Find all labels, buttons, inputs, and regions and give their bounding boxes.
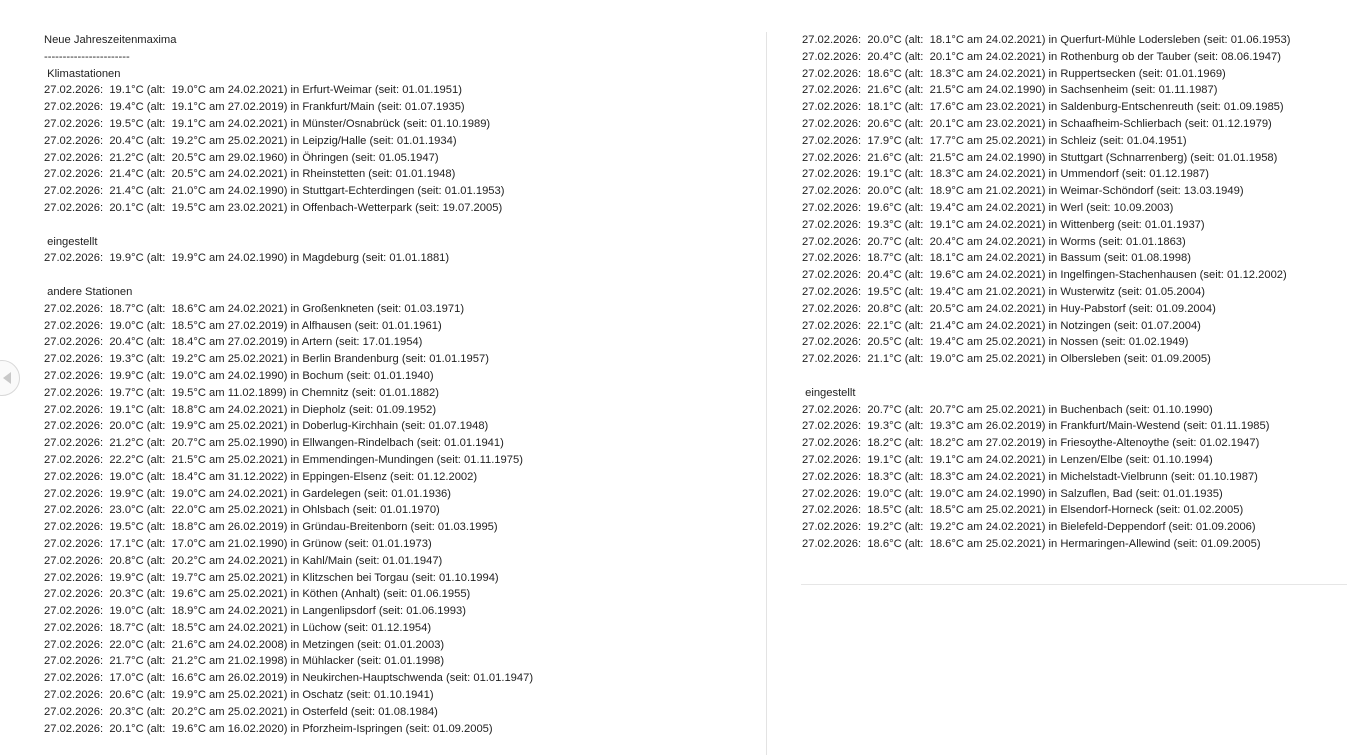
section-header: eingestellt <box>802 386 856 399</box>
record-line: 27.02.2026: 19.9°C (alt: 19.0°C am 24.02.2021) in Gardelegen (seit: 01.01.1936) <box>44 487 451 500</box>
section-header: andere Stationen <box>44 285 133 298</box>
page-title: Neue Jahreszeitenmaxima <box>44 34 177 46</box>
record-line: 27.02.2026: 20.7°C (alt: 20.4°C am 24.02.2021) in Worms (seit: 01.01.1863) <box>802 235 1186 248</box>
record-line: 27.02.2026: 21.7°C (alt: 21.2°C am 21.02.1998) in Mühlacker (seit: 01.01.1998) <box>44 655 445 668</box>
left-text-lines <box>44 0 759 737</box>
record-line: 27.02.2026: 20.3°C (alt: 19.6°C am 25.02.2021) in Köthen (Anhalt) (seit: 01.06.1955) <box>44 588 471 601</box>
record-line: 27.02.2026: 22.1°C (alt: 21.4°C am 24.02.2021) in Notzingen (seit: 01.07.2004) <box>802 319 1201 332</box>
blank-line <box>44 217 759 234</box>
previous-page-arrow-icon[interactable] <box>0 360 20 396</box>
record-line: 27.02.2026: 18.1°C (alt: 17.6°C am 23.02.2021) in Saldenburg-Entschenreuth (seit: 01.09.1985) <box>802 101 1284 114</box>
record-line: 27.02.2026: 18.7°C (alt: 18.1°C am 24.02.2021) in Bassum (seit: 01.08.1998) <box>802 252 1191 265</box>
record-line: 27.02.2026: 19.5°C (alt: 18.8°C am 26.02.2019) in Gründau-Breitenborn (seit: 01.03.1995) <box>44 521 498 534</box>
record-line: 27.02.2026: 19.3°C (alt: 19.3°C am 26.02.2019) in Frankfurt/Main-Westend (seit: 01.11.1985) <box>802 420 1270 433</box>
record-line: 27.02.2026: 19.9°C (alt: 19.9°C am 24.02.1990) in Magdeburg (seit: 01.01.1881) <box>44 252 450 265</box>
record-line: 27.02.2026: 21.6°C (alt: 21.5°C am 24.02.1990) in Sachsenheim (seit: 01.11.1987) <box>802 84 1218 97</box>
record-line: 27.02.2026: 19.7°C (alt: 19.5°C am 11.02.1899) in Chemnitz (seit: 01.01.1882) <box>44 386 439 399</box>
record-line: 27.02.2026: 19.5°C (alt: 19.4°C am 21.02.2021) in Wusterwitz (seit: 01.05.2004) <box>802 285 1206 298</box>
record-line: 27.02.2026: 17.1°C (alt: 17.0°C am 21.02.1990) in Grünow (seit: 01.01.1973) <box>44 537 432 550</box>
section-header: Klimastationen <box>44 67 121 80</box>
record-line: 27.02.2026: 19.0°C (alt: 19.0°C am 24.02.1990) in Salzuflen, Bad (seit: 01.01.1935) <box>802 487 1223 500</box>
record-line: 27.02.2026: 18.7°C (alt: 18.5°C am 24.02.2021) in Lüchow (seit: 01.12.1954) <box>44 621 432 634</box>
record-line: 27.02.2026: 19.0°C (alt: 18.4°C am 31.12.2022) in Eppingen-Elsenz (seit: 01.12.2002) <box>44 470 478 483</box>
record-line: 27.02.2026: 20.5°C (alt: 19.4°C am 25.02.2021) in Nossen (seit: 01.02.1949) <box>802 336 1189 349</box>
bottom-rule <box>801 584 1347 585</box>
section-header: eingestellt <box>44 235 98 248</box>
record-line: 27.02.2026: 22.2°C (alt: 21.5°C am 25.02.2021) in Emmendingen-Mundingen (seit: 01.11.1975) <box>44 453 523 466</box>
record-line: 27.02.2026: 20.4°C (alt: 18.4°C am 27.02.2019) in Artern (seit: 17.01.1954) <box>44 336 423 349</box>
record-line: 27.02.2026: 21.6°C (alt: 21.5°C am 24.02.1990) in Stuttgart (Schnarrenberg) (seit: 01.01.1958) <box>802 151 1278 164</box>
record-line: 27.02.2026: 20.4°C (alt: 19.6°C am 24.02.2021) in Ingelfingen-Stachenhausen (seit: 01.12.2002) <box>802 269 1287 282</box>
record-line: 27.02.2026: 19.3°C (alt: 19.2°C am 25.02.2021) in Berlin Brandenburg (seit: 01.01.1957) <box>44 353 489 366</box>
record-line: 27.02.2026: 19.9°C (alt: 19.7°C am 25.02.2021) in Klitzschen bei Torgau (seit: 01.10.1994) <box>44 571 499 584</box>
record-line: 27.02.2026: 19.0°C (alt: 18.5°C am 27.02.2019) in Alfhausen (seit: 01.01.1961) <box>44 319 442 332</box>
record-line: 27.02.2026: 19.3°C (alt: 19.1°C am 24.02.2021) in Wittenberg (seit: 01.01.1937) <box>802 218 1205 231</box>
record-line: 27.02.2026: 23.0°C (alt: 22.0°C am 25.02.2021) in Ohlsbach (seit: 01.01.1970) <box>44 504 440 517</box>
record-line: 27.02.2026: 18.6°C (alt: 18.6°C am 25.02.2021) in Hermaringen-Allewind (seit: 01.09.2005) <box>802 537 1261 550</box>
record-line: 27.02.2026: 19.4°C (alt: 19.1°C am 27.02.2019) in Frankfurt/Main (seit: 01.07.1935) <box>44 101 465 114</box>
record-line: 27.02.2026: 20.4°C (alt: 20.1°C am 24.02.2021) in Rothenburg ob der Tauber (seit: 08.06.1947) <box>802 50 1281 63</box>
record-line: 27.02.2026: 17.0°C (alt: 16.6°C am 26.02.2019) in Neukirchen-Hauptschwenda (seit: 01.01.1947) <box>44 672 534 685</box>
record-line: 27.02.2026: 20.3°C (alt: 20.2°C am 25.02.2021) in Osterfeld (seit: 01.08.1984) <box>44 705 438 718</box>
record-line: 27.02.2026: 20.6°C (alt: 19.9°C am 25.02.2021) in Oschatz (seit: 01.10.1941) <box>44 689 434 702</box>
record-line: 27.02.2026: 21.4°C (alt: 21.0°C am 24.02.1990) in Stuttgart-Echterdingen (seit: 01.01.1953) <box>44 185 505 198</box>
record-line: 27.02.2026: 19.0°C (alt: 18.9°C am 24.02.2021) in Langenlipsdorf (seit: 01.06.1993) <box>44 605 466 618</box>
record-line: 27.02.2026: 19.6°C (alt: 19.4°C am 24.02.2021) in Werl (seit: 10.09.2003) <box>802 201 1174 214</box>
record-line: 27.02.2026: 20.1°C (alt: 19.6°C am 16.02.2020) in Pforzheim-Ispringen (seit: 01.09.2005) <box>44 722 493 735</box>
record-line: 27.02.2026: 18.7°C (alt: 18.6°C am 24.02.2021) in Großenkneten (seit: 01.03.1971) <box>44 302 465 315</box>
record-line: 27.02.2026: 20.4°C (alt: 19.2°C am 25.02.2021) in Leipzig/Halle (seit: 01.01.1934) <box>44 134 457 147</box>
record-line: 27.02.2026: 20.1°C (alt: 19.5°C am 23.02.2021) in Offenbach-Wetterpark (seit: 19.07.2005) <box>44 201 503 214</box>
record-line: 27.02.2026: 20.7°C (alt: 20.7°C am 25.02.2021) in Buchenbach (seit: 01.10.1990) <box>802 403 1213 416</box>
record-line: 27.02.2026: 19.1°C (alt: 18.3°C am 24.02.2021) in Ummendorf (seit: 01.12.1987) <box>802 168 1209 181</box>
record-line: 27.02.2026: 21.4°C (alt: 20.5°C am 24.02.2021) in Rheinstetten (seit: 01.01.1948) <box>44 168 456 181</box>
right-column <box>802 0 1347 553</box>
column-divider <box>766 32 767 755</box>
record-line: 27.02.2026: 18.2°C (alt: 18.2°C am 27.02.2019) in Friesoythe-Altenoythe (seit: 01.02.1947) <box>802 437 1260 450</box>
record-line: 27.02.2026: 19.1°C (alt: 19.0°C am 24.02.2021) in Erfurt-Weimar (seit: 01.01.1951) <box>44 84 462 97</box>
record-line: 27.02.2026: 20.0°C (alt: 19.9°C am 25.02.2021) in Doberlug-Kirchhain (seit: 01.07.1948) <box>44 420 489 433</box>
record-line: 27.02.2026: 18.6°C (alt: 18.3°C am 24.02.2021) in Ruppertsecken (seit: 01.01.1969) <box>802 67 1226 80</box>
record-line: 27.02.2026: 20.8°C (alt: 20.5°C am 24.02.2021) in Huy-Pabstorf (seit: 01.09.2004) <box>802 302 1216 315</box>
record-line: 27.02.2026: 19.9°C (alt: 19.0°C am 24.02.1990) in Bochum (seit: 01.01.1940) <box>44 369 434 382</box>
record-line: 27.02.2026: 22.0°C (alt: 21.6°C am 24.02.2008) in Metzingen (seit: 01.01.2003) <box>44 638 445 651</box>
record-line: 27.02.2026: 19.2°C (alt: 19.2°C am 24.02.2021) in Bielefeld-Deppendorf (seit: 01.09.2006) <box>802 521 1256 534</box>
left-column <box>44 0 759 737</box>
right-text-lines <box>802 0 1347 553</box>
title-underline: ----------------------- <box>44 50 130 63</box>
blank-line <box>44 267 759 284</box>
record-line: 27.02.2026: 19.1°C (alt: 19.1°C am 24.02.2021) in Lenzen/Elbe (seit: 01.10.1994) <box>802 453 1213 466</box>
record-line: 27.02.2026: 20.6°C (alt: 20.1°C am 23.02.2021) in Schaafheim-Schlierbach (seit: 01.12.1979) <box>802 117 1272 130</box>
record-line: 27.02.2026: 18.3°C (alt: 18.3°C am 24.02.2021) in Michelstadt-Vielbrunn (seit: 01.10.1987) <box>802 470 1258 483</box>
record-line: 27.02.2026: 17.9°C (alt: 17.7°C am 25.02.2021) in Schleiz (seit: 01.04.1951) <box>802 134 1187 147</box>
record-line: 27.02.2026: 20.0°C (alt: 18.9°C am 21.02.2021) in Weimar-Schöndorf (seit: 13.03.1949) <box>802 185 1244 198</box>
record-line: 27.02.2026: 21.1°C (alt: 19.0°C am 25.02.2021) in Olbersleben (seit: 01.09.2005) <box>802 353 1211 366</box>
record-line: 27.02.2026: 20.8°C (alt: 20.2°C am 24.02.2021) in Kahl/Main (seit: 01.01.1947) <box>44 554 443 567</box>
record-line: 27.02.2026: 21.2°C (alt: 20.5°C am 29.02.1960) in Öhringen (seit: 01.05.1947) <box>44 151 439 164</box>
blank-line <box>802 368 1347 385</box>
record-line: 27.02.2026: 18.5°C (alt: 18.5°C am 25.02.2021) in Elsendorf-Horneck (seit: 01.02.2005) <box>802 504 1244 517</box>
record-line: 27.02.2026: 19.5°C (alt: 19.1°C am 24.02.2021) in Münster/Osnabrück (seit: 01.10.1989) <box>44 117 491 130</box>
record-line: 27.02.2026: 21.2°C (alt: 20.7°C am 25.02.1990) in Ellwangen-Rindelbach (seit: 01.01.1941) <box>44 437 504 450</box>
record-line: 27.02.2026: 20.0°C (alt: 18.1°C am 24.02.2021) in Querfurt-Mühle Lodersleben (seit: 01.06.1953) <box>802 34 1291 46</box>
record-line: 27.02.2026: 19.1°C (alt: 18.8°C am 24.02.2021) in Diepholz (seit: 01.09.1952) <box>44 403 437 416</box>
